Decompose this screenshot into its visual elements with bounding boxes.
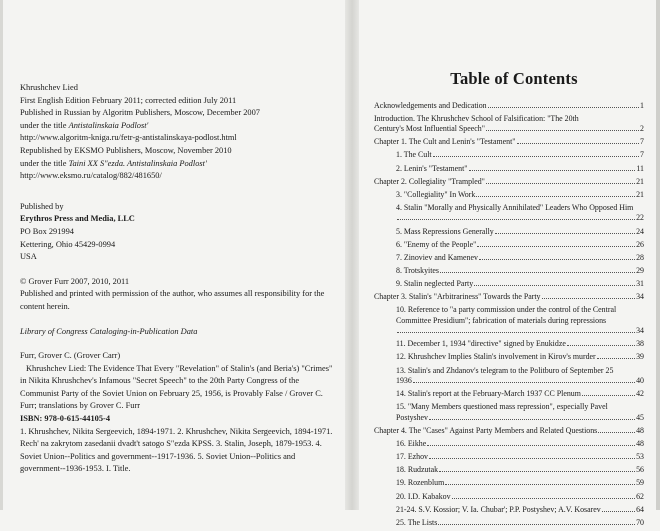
toc-leader-dots — [439, 471, 635, 472]
catalog-description: Khrushchev Lied: The Evidence That Every "Revelation" of Stalin's (and Beria's) "Crimes" in Nikita Khrushchev's Infamous "Secret Speech" to the 20th Party Congress of the Communist Party of the Soviet Union on February 25, 1956, is Provably False / Grover C. Furr; translations by Grover C. Furr — [20, 363, 333, 411]
toc-page-number: 22 — [636, 213, 644, 223]
toc-section-entry — [374, 352, 644, 363]
toc-entry-lastline — [396, 326, 644, 337]
republished-line: Republished by EKSMO Publishers, Moscow, November 2010 — [20, 145, 232, 155]
toc-page-number: 28 — [636, 252, 644, 262]
toc-entry-text-cont: 1936 — [396, 376, 412, 386]
toc-leader-dots — [495, 233, 635, 234]
toc-entry-text: 3. "Collegiality" In Work — [396, 189, 476, 199]
toc-leader-dots — [438, 524, 635, 525]
permission-statement: Published and printed with permission of the author, who assumes all responsibility for the content herein. — [20, 289, 325, 311]
toc-leader-dots — [474, 285, 635, 286]
toc-entry-lastline — [396, 413, 644, 424]
toc-page-number: 11 — [636, 163, 644, 173]
toc-leader-dots — [397, 332, 635, 333]
toc-entry-lastline — [396, 213, 644, 224]
toc-chapter-entry — [374, 177, 644, 188]
toc-section-entry — [374, 279, 644, 290]
toc-leader-dots — [452, 498, 636, 499]
toc-page-number: 34 — [636, 292, 644, 301]
toc-page-number: 56 — [636, 465, 644, 475]
toc-entry-lastline — [374, 124, 644, 135]
toc-entry-lastline — [396, 376, 644, 387]
toc-page-number: 21 — [636, 189, 644, 199]
toc-chapter-entry — [374, 292, 644, 303]
toc-entry-text: 11. December 1, 1934 "directive" signed by Enukidze — [396, 339, 566, 349]
toc-entry-text: 18. Rudzutak — [396, 465, 439, 475]
catalog-subjects: 1. Khrushchev, Nikita Sergeevich, 1894-1971. 2. Khrushchev, Nikita Sergeevich, 1894-1971. Rech' na zakrytom zasedanii dvadt't satogo S"ezda KPSS. 3. Stalin, Joseph, 1879-1953. 4. Soviet Union--Politics and government--1917-1936. 5. Soviet Union--Politics and government--1936-1953. I. Title. — [20, 426, 333, 474]
toc-entry-text: 6. "Enemy of the People" — [396, 239, 477, 249]
publisher-city: Kettering, Ohio 45429-0994 — [20, 239, 116, 249]
toc-chapter-entry — [374, 101, 644, 112]
toc-leader-dots — [486, 130, 639, 131]
toc-leader-dots — [567, 345, 635, 346]
toc-leader-dots — [429, 419, 635, 420]
toc-page-number: 53 — [636, 452, 644, 462]
toc-title: Table of Contents — [450, 69, 578, 88]
loc-header: Library of Congress Cataloging-in-Publication Data — [20, 326, 198, 336]
edition-line: First English Edition February 2011; corrected edition July 2011 — [20, 95, 237, 105]
toc-section-entry — [374, 305, 644, 337]
eksmo-title-line — [20, 158, 340, 171]
toc-leader-dots — [413, 382, 635, 383]
toc-leader-dots — [477, 246, 635, 247]
toc-page-number: 48 — [636, 439, 644, 449]
toc-leader-dots — [479, 259, 635, 260]
toc-leader-dots — [598, 432, 635, 433]
toc-page-number: 29 — [636, 265, 644, 275]
toc-entry-text: Chapter 3. Stalin's "Arbitrariness" Towards the Party — [374, 292, 541, 301]
toc-entry-text: 13. Stalin's and Zhdanov's telegram to the Politburo of September 25 — [396, 365, 614, 375]
eksmo-title: Taini XX S"ezda. Antistalinskaia Podlost' — [68, 158, 207, 168]
toc-page-number: 59 — [636, 478, 644, 488]
eksmo-url: http://www.eksmo.ru/catalog/882/481650/ — [20, 171, 162, 181]
toc-entry-text-cont: Postyshev — [396, 412, 429, 422]
algoritm-url: http://www.algoritm-kniga.ru/fetr-g-antistalinskaya-podlost.html — [20, 133, 237, 143]
toc-section-entry — [374, 478, 644, 489]
toc-page-number: 40 — [636, 376, 644, 386]
toc-section-entry — [374, 402, 644, 423]
toc-entry-text: Chapter 4. The "Cases" Against Party Members and Related Questions — [374, 426, 598, 436]
publisher-country: USA — [20, 252, 37, 262]
toc-entry-text-cont: Century's Most Influential Speech" — [374, 124, 485, 134]
toc-section-entry — [374, 240, 644, 251]
copyright-line: © Grover Furr 2007, 2010, 2011 — [20, 276, 130, 286]
russian-title-line — [20, 120, 340, 133]
publisher-name: Erythros Press and Media, LLC — [20, 214, 135, 224]
toc-chapter-entry — [374, 137, 644, 148]
copyright-page — [20, 82, 340, 476]
toc-page-number: 7 — [640, 137, 644, 147]
book-title: Khrushchev Lied — [20, 83, 78, 92]
toc-entry-text: 2. Lenin's "Testament" — [396, 163, 468, 173]
toc-page-number: 39 — [636, 352, 644, 362]
toc-section-entry — [374, 518, 644, 529]
book-gutter — [345, 0, 359, 510]
toc-page-number: 1 — [640, 100, 644, 110]
toc-entry-text: 15. "Many Members questioned mass repression", especially Pavel — [396, 402, 608, 412]
page-edge-right — [656, 0, 660, 510]
toc-chapter-entry — [374, 114, 644, 135]
toc-section-entry — [374, 190, 644, 201]
toc-section-entry — [374, 150, 644, 161]
toc-leader-dots — [486, 183, 635, 184]
toc-entry-text: Chapter 2. Collegiality "Trampled" — [374, 176, 485, 186]
toc-page-number: 31 — [636, 278, 644, 288]
toc-section-entry — [374, 339, 644, 350]
toc-leader-dots — [445, 484, 635, 485]
toc-section-entry — [374, 465, 644, 476]
toc-section-entry — [374, 266, 644, 277]
toc-section-entry — [374, 452, 644, 463]
toc-leader-dots — [433, 156, 639, 157]
toc-page-number: 34 — [636, 326, 644, 336]
toc-entry-text: 20. I.D. Kabakov — [396, 491, 451, 501]
toc-leader-dots — [440, 272, 635, 273]
toc-page — [374, 69, 644, 531]
toc-page-number: 24 — [636, 226, 644, 236]
toc-section-entry — [374, 203, 644, 224]
toc-page-number: 64 — [636, 504, 644, 514]
toc-leader-dots — [582, 395, 635, 396]
toc-entry-text: 10. Reference to "a party commission under the control of the Central Committee Presidium"; fabrication of materials during repressions — [396, 305, 617, 325]
toc-entry-text: 8. Trotskyites — [396, 265, 439, 275]
toc-entry-text: 1. The Cult — [396, 150, 432, 160]
toc-section-entry — [374, 492, 644, 503]
toc-leader-dots — [429, 458, 635, 459]
toc-page-number: 21 — [636, 176, 644, 186]
toc-entry-text: 17. Ezhov — [396, 452, 428, 462]
toc-entry-text: Chapter 1. The Cult and Lenin's "Testament" — [374, 137, 516, 147]
toc-entry-text: Introduction. The Khrushchev School of Falsification: "The 20th — [374, 113, 579, 123]
toc-leader-dots — [469, 170, 636, 171]
toc-page-number: 70 — [636, 517, 644, 527]
toc-page-number: 7 — [640, 150, 644, 160]
toc-page-number: 42 — [636, 389, 644, 399]
toc-page-number: 62 — [636, 491, 644, 501]
under-title-prefix: under the title — [20, 158, 67, 168]
russian-publication: Published in Russian by Algoritm Publishers, Moscow, December 2007 — [20, 108, 260, 118]
russian-title: Antistalinskaia Podlost' — [68, 120, 149, 130]
toc-leader-dots — [517, 143, 640, 144]
toc-entry-text: 19. Rozenblum — [396, 478, 445, 488]
toc-section-entry — [374, 366, 644, 387]
toc-page-number: 26 — [636, 239, 644, 249]
under-title-prefix: under the title — [20, 120, 67, 130]
toc-list — [374, 101, 644, 529]
toc-leader-dots — [476, 196, 635, 197]
toc-entry-text: 16. Eikhe — [396, 439, 427, 449]
toc-page-number: 2 — [640, 124, 644, 134]
toc-section-entry — [374, 227, 644, 238]
toc-leader-dots — [597, 358, 635, 359]
toc-entry-text: 5. Mass Repressions Generally — [396, 226, 494, 236]
toc-page-number: 45 — [636, 412, 644, 422]
toc-section-entry — [374, 164, 644, 175]
published-by-label: Published by — [20, 201, 64, 211]
author-entry: Furr, Grover C. (Grover Carr) — [20, 351, 121, 361]
toc-leader-dots — [488, 107, 639, 108]
toc-page-number: 48 — [636, 426, 644, 436]
toc-leader-dots — [602, 511, 635, 512]
toc-leader-dots — [397, 219, 635, 220]
publisher-po-box: PO Box 291994 — [20, 226, 74, 236]
toc-leader-dots — [542, 298, 636, 299]
toc-section-entry — [374, 439, 644, 450]
toc-page-number: 38 — [636, 339, 644, 349]
toc-entry-text: 4. Stalin "Morally and Physically Annihilated" Leaders Who Opposed Him — [396, 202, 634, 212]
toc-entry-text: Acknowledgements and Dedication — [374, 100, 487, 110]
toc-leader-dots — [427, 445, 635, 446]
toc-chapter-entry — [374, 426, 644, 437]
toc-entry-text: 14. Stalin's report at the February-March 1937 CC Plenum — [396, 389, 581, 399]
toc-section-entry — [374, 389, 644, 400]
toc-entry-text: 21-24. S.V. Kossior; V. Ia. Chubar'; P.P. Postyshev; A.V. Kosarev — [396, 504, 601, 514]
isbn: ISBN: 978-0-615-44105-4 — [20, 414, 111, 424]
page-edge-left — [0, 0, 3, 510]
toc-section-entry — [374, 253, 644, 264]
toc-entry-text: 25. The Lists — [396, 517, 438, 527]
toc-entry-text: 9. Stalin neglected Party — [396, 278, 474, 288]
toc-entry-text: 12. Khrushchev Implies Stalin's involvement in Kirov's murder — [396, 352, 596, 362]
toc-entry-text: 7. Zinoviev and Kamenev — [396, 252, 478, 262]
